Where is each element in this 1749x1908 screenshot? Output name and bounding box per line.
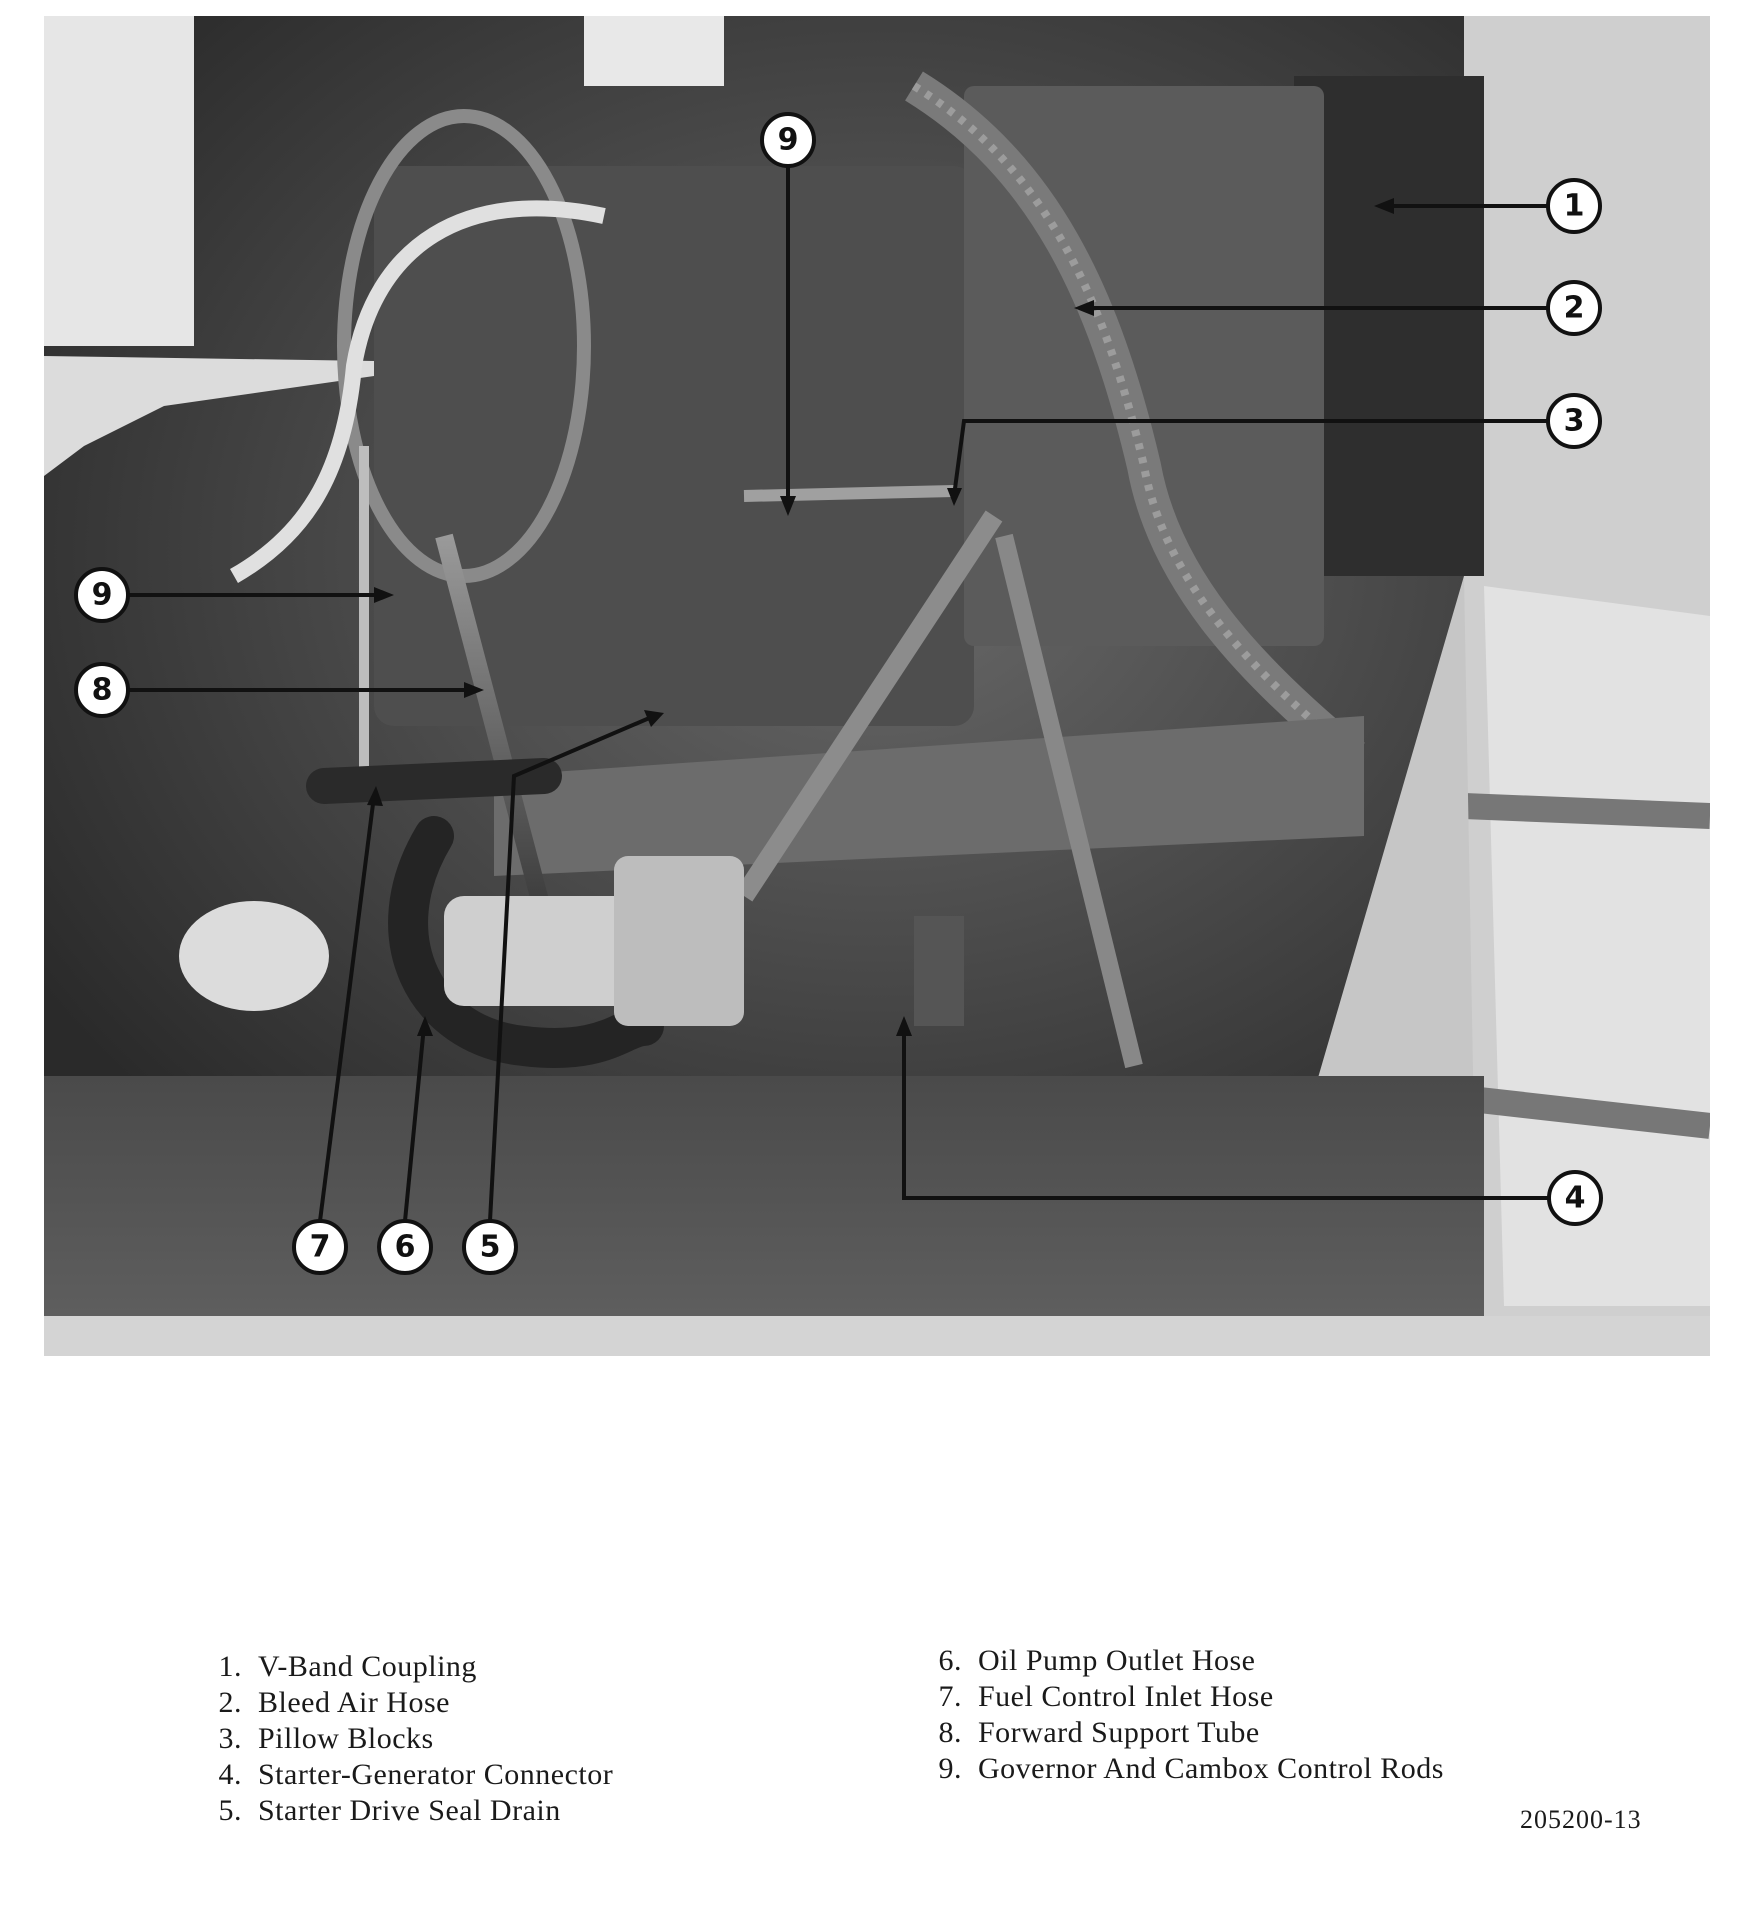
floor-lip: [44, 1316, 1710, 1356]
legend-item-label: Governor And Cambox Control Rods: [978, 1752, 1444, 1785]
callout-3: [1548, 395, 1600, 447]
legend-item-label: Oil Pump Outlet Hose: [978, 1644, 1256, 1677]
legend-item-number: 2.: [218, 1686, 242, 1719]
engine-compartment-photo: [44, 16, 1710, 1356]
legend-item-label: Starter-Generator Connector: [258, 1758, 614, 1791]
legend-left: [190, 1649, 613, 1829]
callout-9-top-label: 9: [777, 122, 799, 158]
callout-9-left-label: 9: [91, 577, 113, 613]
fuel-control-inlet-hose: [324, 776, 544, 786]
legend-item: [190, 1757, 613, 1793]
legend-item: [190, 1793, 613, 1829]
legend-right: [910, 1643, 1444, 1787]
legend-item: [190, 1721, 613, 1757]
legend-item-number: 9.: [938, 1752, 962, 1785]
callout-2: [1548, 282, 1600, 334]
legend-item: [910, 1715, 1444, 1751]
oil-filter-canister: [179, 901, 329, 1011]
legend-item-number: 8.: [938, 1716, 962, 1749]
support-frame-top: [1464, 806, 1710, 816]
callout-6: [379, 1221, 431, 1273]
callout-8-label: 8: [91, 672, 113, 708]
legend-item: [910, 1679, 1444, 1715]
callout-2-label: 2: [1563, 290, 1585, 326]
legend-item-number: 1.: [218, 1650, 242, 1683]
callout-3-label: 3: [1563, 403, 1585, 439]
callout-5-label: 5: [479, 1229, 501, 1265]
legend-item: [910, 1643, 1444, 1679]
legend-item: [190, 1649, 613, 1685]
figure-number: 205200-13: [1520, 1805, 1642, 1834]
callout-6-label: 6: [394, 1229, 416, 1265]
top-junction-box: [584, 16, 724, 86]
callout-7: [294, 1221, 346, 1273]
callout-8: [76, 664, 128, 716]
callout-9-left: [76, 569, 128, 621]
legend-item-number: 7.: [938, 1680, 962, 1713]
legend-item: [910, 1751, 1444, 1787]
callout-4: [1549, 1172, 1601, 1224]
legend-item-number: 5.: [218, 1794, 242, 1827]
legend-item-number: 6.: [938, 1644, 962, 1677]
left-fairing: [44, 16, 194, 346]
legend-item-number: 4.: [218, 1758, 242, 1791]
callout-9-top: [762, 114, 814, 166]
starter-drive-housing: [614, 856, 744, 1026]
control-rod-horizontal: [744, 491, 954, 496]
legend-item: [190, 1685, 613, 1721]
legend-item-label: Fuel Control Inlet Hose: [978, 1680, 1274, 1713]
engine-photo-illustration: [44, 16, 1710, 1356]
callout-7-label: 7: [309, 1229, 331, 1265]
legend-item-label: Bleed Air Hose: [258, 1686, 450, 1719]
callout-5: [464, 1221, 516, 1273]
legend-item-label: Forward Support Tube: [978, 1716, 1260, 1749]
legend-item-label: V-Band Coupling: [258, 1650, 477, 1683]
callout-1-label: 1: [1563, 188, 1585, 224]
legend-item-label: Pillow Blocks: [258, 1722, 434, 1755]
starter-generator-connector: [914, 916, 964, 1026]
legend-item-label: Starter Drive Seal Drain: [258, 1794, 561, 1827]
legend-item-number: 3.: [218, 1722, 242, 1755]
callout-1: [1548, 180, 1600, 232]
callout-4-label: 4: [1564, 1180, 1586, 1216]
